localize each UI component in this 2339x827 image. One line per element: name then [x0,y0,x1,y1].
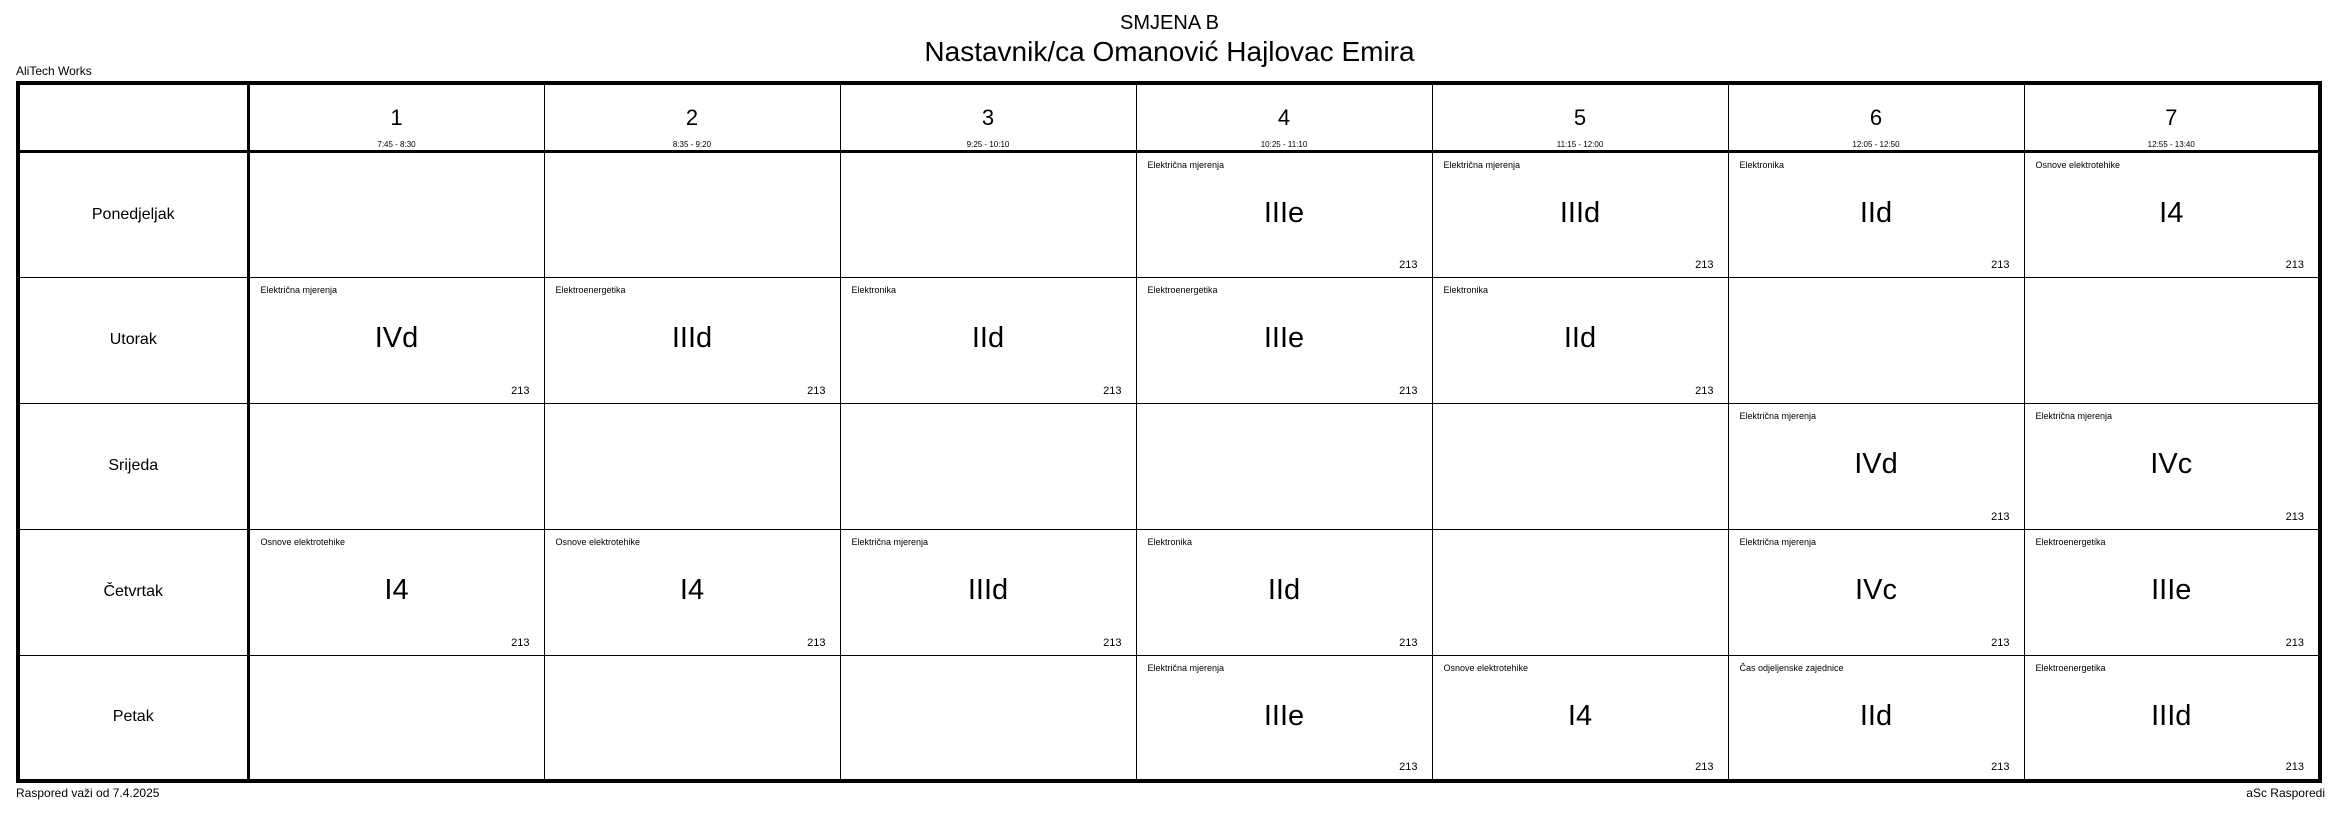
lesson-subject: Elektroenergetika [2035,536,2106,547]
lesson-subject: Električna mjerenja [260,284,338,295]
lesson-room: 213 [1103,384,1122,397]
period-header-3 [840,83,1136,151]
day-row [18,277,2320,403]
lesson-subject: Električna mjerenja [1443,159,1521,170]
day-row [18,403,2320,529]
period-time: 9:25 - 10:10 [966,140,1010,149]
period-number: 4 [1277,105,1291,130]
lesson-class: IIIe [1263,196,1305,229]
lesson-cell [1728,529,2024,655]
lesson-room: 213 [511,636,530,649]
lesson-cell [1728,655,2024,781]
day-name: Petak [112,708,154,726]
empty-cell [544,151,840,277]
lesson-subject: Čas odjeljenske zajednice [1739,662,1844,673]
lesson-room: 213 [2285,761,2304,773]
lesson-subject: Električna mjerenja [1147,159,1225,170]
lesson-room: 213 [1695,761,1714,773]
period-number: 1 [390,105,403,130]
period-header-7 [2024,83,2320,151]
lesson-cell [1136,277,1432,403]
lesson-subject: Elektronika [1147,536,1193,547]
period-time: 7:45 - 8:30 [377,140,416,149]
lesson-room: 213 [1991,258,2010,271]
lesson-cell [840,277,1136,403]
day-header [18,403,248,529]
period-number: 3 [981,105,995,130]
empty-cell [248,655,544,781]
empty-cell [2024,277,2320,403]
period-number: 5 [1573,105,1587,130]
lesson-class: IIId [2151,699,2192,732]
day-header [18,151,248,277]
lesson-cell [248,277,544,403]
empty-cell [544,403,840,529]
lesson-cell [2024,655,2320,781]
lesson-subject: Elektronika [1443,284,1489,295]
lesson-subject: Elektroenergetika [555,284,626,295]
period-header-2 [544,83,840,151]
lesson-class: IId [971,321,1005,354]
day-name: Utorak [109,331,157,348]
period-time: 12:05 - 12:50 [1852,140,1900,149]
lesson-room: 213 [2285,258,2304,271]
lesson-subject: Osnove elektrotehike [555,536,641,547]
lesson-subject: Električna mjerenja [1739,410,1817,421]
lesson-room: 213 [1991,636,2010,649]
empty-cell [1136,403,1432,529]
lesson-class: I4 [679,573,705,606]
period-time: 10:25 - 11:10 [1260,140,1308,149]
period-time: 11:15 - 12:00 [1556,140,1604,149]
lesson-class: IIId [671,321,713,354]
lesson-class: I4 [1567,699,1593,732]
period-number: 6 [1869,105,1883,130]
lesson-room: 213 [807,636,826,649]
lesson-room: 213 [1399,258,1418,271]
lesson-subject: Osnove elektrotehike [2035,159,2121,170]
lesson-room: 213 [1103,636,1122,649]
lesson-class: IIIe [2151,573,2192,606]
period-header-row [18,83,2320,151]
empty-cell [1728,277,2024,403]
lesson-room: 213 [807,384,826,397]
lesson-class: IVd [374,321,419,354]
lesson-room: 213 [1991,761,2010,773]
period-time: 12:55 - 13:40 [2147,140,2195,149]
corner-cell [18,83,248,151]
lesson-cell [248,529,544,655]
lesson-class: IVc [1855,573,1897,606]
lesson-room: 213 [511,384,530,397]
lesson-cell [544,277,840,403]
lesson-subject: Elektroenergetika [1147,284,1218,295]
lesson-room: 213 [1399,636,1418,649]
empty-cell [544,655,840,781]
lesson-class: I4 [384,573,409,606]
lesson-room: 213 [2285,510,2304,523]
lesson-class: IVd [1854,447,1898,480]
lesson-cell [2024,403,2320,529]
lesson-cell [840,529,1136,655]
lesson-cell [1136,529,1432,655]
valid-from-note: Raspored važi od 7.4.2025 [16,786,160,800]
lesson-subject: Osnove elektrotehike [1443,662,1529,673]
period-number: 7 [2165,105,2178,130]
empty-cell [840,151,1136,277]
lesson-room: 213 [2285,636,2304,649]
day-header [18,277,248,403]
day-header [18,529,248,655]
period-header-6 [1728,83,2024,151]
lesson-class: IIId [1559,196,1601,229]
timetable-grid [16,81,2322,783]
lesson-subject: Električna mjerenja [851,536,929,547]
lesson-subject: Električna mjerenja [1147,662,1225,673]
lesson-class: IIIe [1263,699,1305,732]
lesson-class: I4 [2159,196,2184,229]
lesson-room: 213 [1991,510,2010,523]
lesson-class: IId [1859,699,1893,732]
lesson-class: IId [1859,196,1893,229]
school-name: AliTech Works [16,64,92,78]
brand-label: aSc Rasporedi [2246,786,2325,800]
period-header-5 [1432,83,1728,151]
lesson-cell [1136,151,1432,277]
period-header-4 [1136,83,1432,151]
lesson-cell [1432,277,1728,403]
empty-cell [248,151,544,277]
page-title: Nastavnik/ca Omanović Hajlovac Emira [924,36,1415,67]
day-row [18,655,2320,781]
lesson-cell [1728,403,2024,529]
period-header-1 [248,83,544,151]
day-name: Četvrtak [103,583,164,600]
lesson-class: IIIe [1263,321,1305,354]
day-row [18,151,2320,277]
lesson-class: IVc [2150,447,2193,480]
lesson-cell [2024,529,2320,655]
lesson-room: 213 [1695,258,1714,271]
day-header [18,655,248,781]
empty-cell [1432,529,1728,655]
empty-cell [840,655,1136,781]
lesson-room: 213 [1695,384,1714,397]
lesson-subject: Osnove elektrotehike [260,536,346,547]
shift-title: SMJENA B [1120,12,1219,34]
lesson-room: 213 [1399,761,1418,773]
lesson-cell [544,529,840,655]
lesson-cell [1728,151,2024,277]
lesson-room: 213 [1399,384,1418,397]
empty-cell [840,403,1136,529]
lesson-cell [1432,151,1728,277]
lesson-subject: Električna mjerenja [1739,536,1817,547]
lesson-class: IIId [967,573,1009,606]
period-time: 8:35 - 9:20 [672,140,712,149]
day-row [18,529,2320,655]
empty-cell [248,403,544,529]
lesson-class: IId [1267,573,1301,606]
lesson-class: IId [1563,321,1597,354]
empty-cell [1432,403,1728,529]
lesson-cell [1432,655,1728,781]
lesson-cell [2024,151,2320,277]
period-number: 2 [685,105,699,130]
lesson-subject: Elektronika [851,284,897,295]
lesson-cell [1136,655,1432,781]
lesson-subject: Električna mjerenja [2035,410,2113,421]
day-name: Srijeda [108,457,159,474]
lesson-subject: Elektroenergetika [2035,662,2106,673]
timetable-body [18,151,2320,781]
day-name: Ponedjeljak [91,205,175,223]
lesson-subject: Elektronika [1739,159,1785,170]
